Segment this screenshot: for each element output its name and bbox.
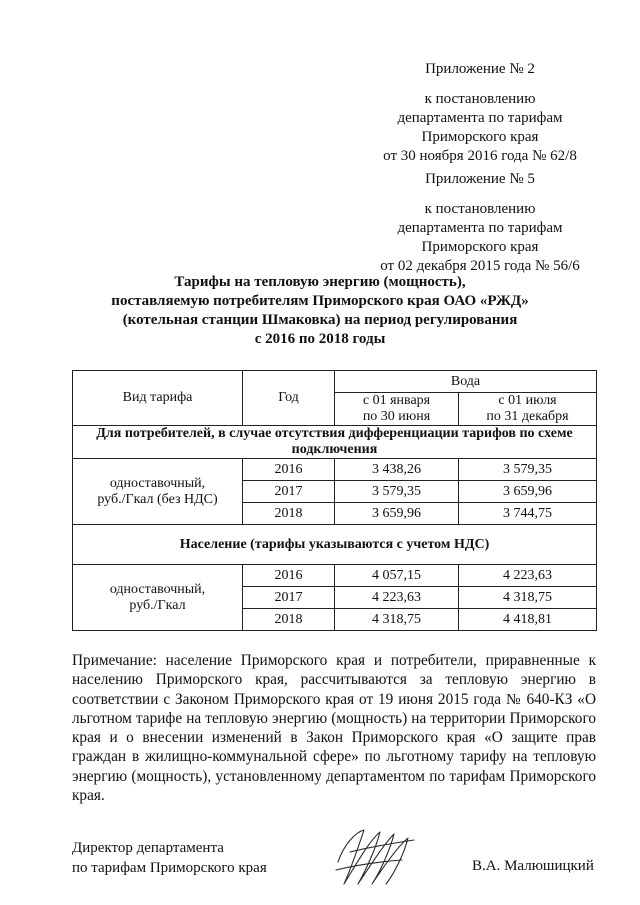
year-cell: 2018 bbox=[243, 503, 335, 525]
table-row bbox=[73, 459, 597, 481]
tariff-value-cell: 3 438,26 bbox=[335, 459, 459, 481]
appendix-previous-line: департамента по тарифам bbox=[397, 220, 563, 236]
tariff-type-line: одноставочный, bbox=[109, 475, 206, 491]
appendix-current-line: к постановлению bbox=[424, 91, 536, 107]
table-row bbox=[73, 565, 597, 587]
appendix-current-line: департамента по тарифам bbox=[397, 110, 563, 126]
column-header-tariff: Вид тарифа bbox=[73, 371, 243, 426]
appendix-previous-line: к постановлению bbox=[424, 201, 536, 217]
header-line: по 30 июня bbox=[362, 409, 431, 424]
tariff-value-cell: 3 579,35 bbox=[459, 459, 597, 481]
tariff-value-cell: 3 659,96 bbox=[459, 481, 597, 503]
section-title: Население (тарифы указываются с учетом НДС) bbox=[73, 525, 597, 565]
appendix-current-line: от 30 ноября 2016 года № 62/8 bbox=[383, 148, 577, 164]
signatory-name: В.А. Малюшицкий bbox=[472, 858, 594, 874]
tariff-type-line: руб./Гкал bbox=[129, 597, 186, 613]
header-line: с 01 июля bbox=[498, 393, 557, 408]
tariff-value-cell: 3 579,35 bbox=[335, 481, 459, 503]
appendix-current-title: Приложение № 2 bbox=[425, 61, 535, 77]
header-line: с 01 января bbox=[362, 393, 431, 408]
column-header-water: Вода bbox=[335, 371, 597, 393]
title-line: (котельная станции Шмаковка) на период регулирования bbox=[122, 312, 518, 328]
year-cell: 2016 bbox=[243, 565, 335, 587]
tariff-value-cell: 4 057,15 bbox=[335, 565, 459, 587]
signatory-position-line: Директор департамента bbox=[72, 840, 224, 856]
tariff-type-line: руб./Гкал (без НДС) bbox=[97, 491, 218, 507]
appendix-current-block bbox=[355, 60, 605, 166]
tariff-value-cell: 4 223,63 bbox=[335, 587, 459, 609]
header-line: по 31 декабря bbox=[486, 409, 569, 424]
signature-stroke bbox=[338, 830, 408, 884]
tariff-table bbox=[72, 370, 597, 631]
section-row bbox=[73, 525, 597, 565]
year-cell: 2016 bbox=[243, 459, 335, 481]
tariff-value-cell: 4 418,81 bbox=[459, 609, 597, 631]
column-header-year: Год bbox=[243, 371, 335, 426]
tariff-value-cell: 4 318,75 bbox=[335, 609, 459, 631]
table-header-row bbox=[73, 371, 597, 393]
tariff-value-cell: 3 659,96 bbox=[335, 503, 459, 525]
section-row bbox=[73, 426, 597, 459]
signatory-position bbox=[72, 838, 267, 878]
tariff-value-cell: 3 744,75 bbox=[459, 503, 597, 525]
tariff-type-cell bbox=[73, 459, 243, 525]
appendix-current-line: Приморского края bbox=[421, 129, 539, 145]
document-title bbox=[0, 273, 640, 349]
column-header-second-half bbox=[459, 393, 597, 426]
tariff-type-line: одноставочный, bbox=[109, 581, 206, 597]
title-line: Тарифы на тепловую энергию (мощность), bbox=[174, 274, 466, 290]
handwritten-signature bbox=[330, 822, 430, 892]
appendix-previous-block bbox=[355, 170, 605, 276]
section-title: Для потребителей, в случае отсутствия дифференциации тарифов по схеме подключения bbox=[73, 426, 597, 459]
tariff-type-cell bbox=[73, 565, 243, 631]
tariff-value-cell: 4 318,75 bbox=[459, 587, 597, 609]
appendix-previous-title: Приложение № 5 bbox=[425, 171, 535, 187]
column-header-first-half bbox=[335, 393, 459, 426]
year-cell: 2017 bbox=[243, 587, 335, 609]
title-line: с 2016 по 2018 годы bbox=[254, 331, 386, 347]
note-paragraph: Примечание: население Приморского края и потребители, приравненные к населению Приморского края, рассчитываются за тепловую энергию в соответствии с Законом Приморского края от 19 июня 2015 года № 640-КЗ «О льготном тарифе на тепловую энергию (мощность) на территории Приморского края и о внесении изменений в Закон Приморского края «О защите прав граждан в жилищно-коммунальной сфере» по льготному тарифу на тепловую энергию (мощность), установленному департаментом по тарифам Приморского края. bbox=[72, 652, 596, 805]
signatory-position-line: по тарифам Приморского края bbox=[72, 860, 267, 876]
tariff-value-cell: 4 223,63 bbox=[459, 565, 597, 587]
year-cell: 2017 bbox=[243, 481, 335, 503]
appendix-previous-line: Приморского края bbox=[421, 239, 539, 255]
appendix-previous-line: от 02 декабря 2015 года № 56/6 bbox=[380, 258, 580, 274]
title-line: поставляемую потребителям Приморского края ОАО «РЖД» bbox=[111, 293, 529, 309]
year-cell: 2018 bbox=[243, 609, 335, 631]
